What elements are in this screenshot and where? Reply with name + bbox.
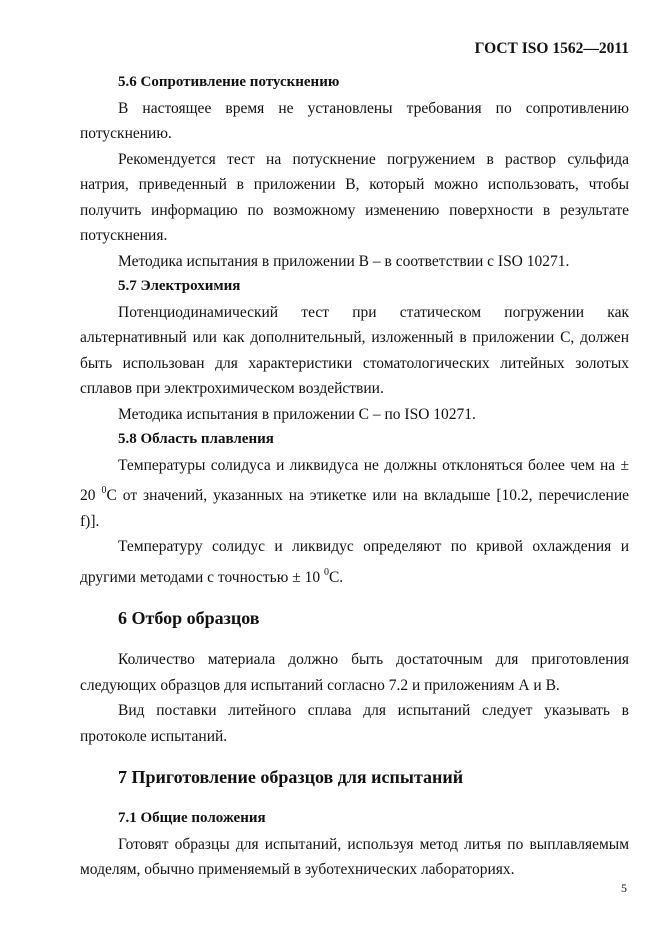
temperature-text: Температуры солидуса и ликвидуса не должны отклоняться более чем на ± 20 [80, 456, 629, 504]
section-5-7-paragraph-2: Методика испытания в приложении С – по ISO 10271. [118, 405, 476, 423]
section-5-6-title: 5.6 Сопротивление потускнению [118, 74, 340, 90]
section-7-1-title: 7.1 Общие положения [118, 810, 266, 826]
section-7-heading: 7 Приготовление образцов для испытаний [118, 767, 464, 787]
degree-superscript: 0 [101, 485, 107, 496]
section-5-6-paragraph-3: Методика испытания в приложении В – в соответствии с ISO 10271. [118, 252, 570, 270]
section-5-8-title: 5.8 Область плавления [118, 431, 274, 447]
section-5-6-paragraph-2: Рекомендуется тест на потускнение погружением в раствор сульфида натрия, приведенный в приложении В, который можно использовать, чтобы получить информацию по возможному изменению поверхности в результате потускнения. [80, 150, 629, 244]
document-body [80, 68, 629, 883]
section-7-1-paragraph-1: Готовят образцы для испытаний, используя метод литья по выплавляемым моделям, обычно применяемый в зуботехнических лабораториях. [80, 835, 629, 878]
accuracy-text-end: С. [328, 568, 344, 586]
section-5-7-paragraph-1: Потенциодинамический тест при статическом погружении как альтернативный или как дополнительный, изложенный в приложении С, должен быть использован для характеристики стоматологических литейных золотых сплавов при электрохимическом воздействии. [80, 303, 629, 397]
page-number: 5 [621, 881, 627, 895]
section-5-8-paragraph-1 [80, 453, 629, 535]
standard-header: ГОСТ ISO 1562—2011 [474, 40, 629, 57]
section-5-8-paragraph-2 [80, 534, 629, 590]
temperature-text-end: С от значений, указанных на этикетке или на вкладыше [10.2, перечисление f)]. [80, 487, 629, 530]
degree-superscript: 0 [323, 566, 329, 578]
section-5-7-title: 5.7 Электрохимия [118, 278, 241, 294]
section-6-heading: 6 Отбор образцов [118, 608, 260, 628]
section-6-paragraph-2: Вид поставки литейного сплава для испытаний следует указывать в протоколе испытаний. [80, 702, 629, 745]
section-6-paragraph-1: Количество материала должно быть достаточным для приготовления следующих образцов для испытаний согласно 7.2 и приложениям А и В. [80, 651, 629, 694]
accuracy-text: Температуру солидус и ликвидус определяют по кривой охлаждения и другими методами с точностью ± 10 [80, 538, 629, 586]
section-5-6-paragraph-1: В настоящее время не установлены требования по сопротивлению потускнению. [80, 99, 629, 142]
